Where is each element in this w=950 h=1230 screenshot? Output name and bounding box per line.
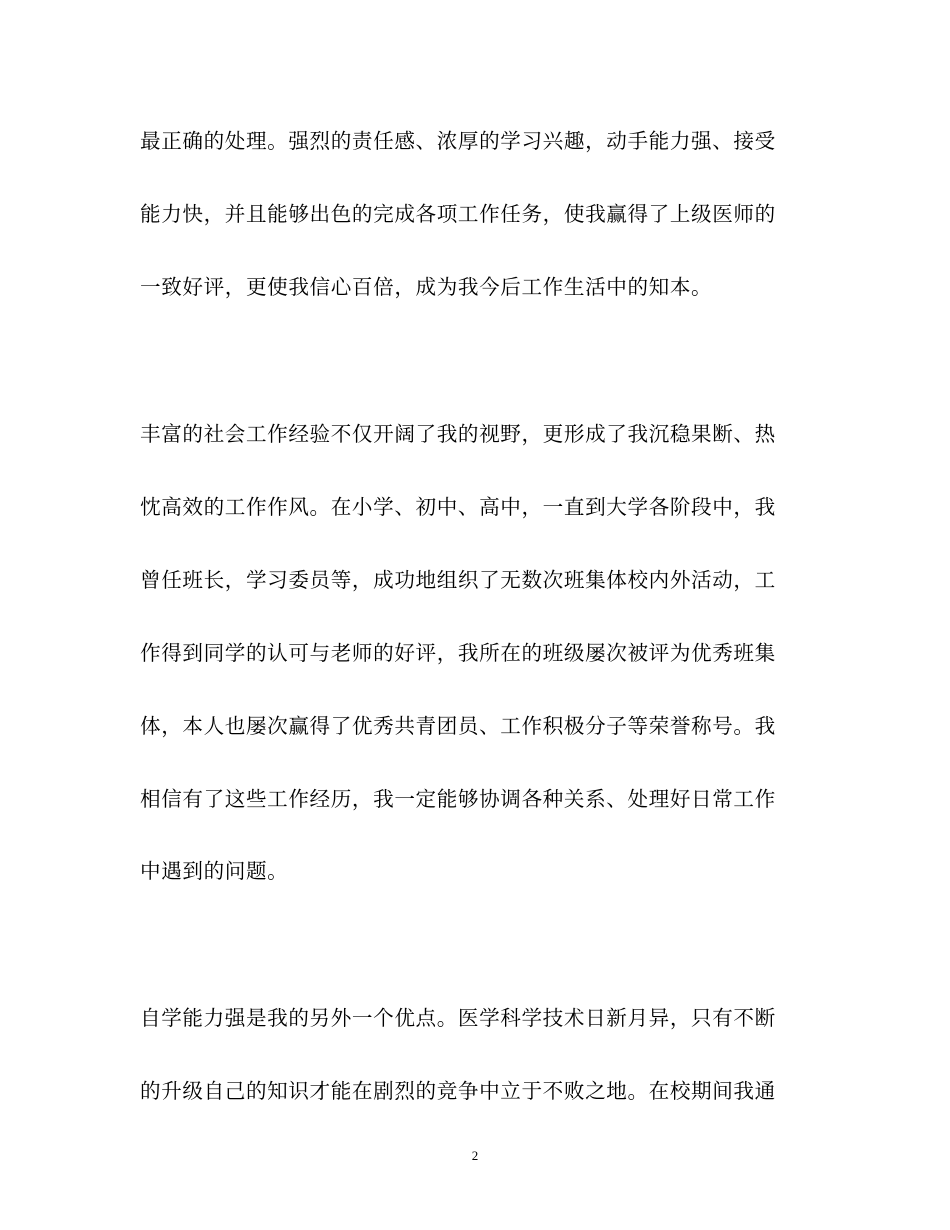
text-line: 的升级自己的知识才能在剧烈的竞争中立于不败之地。在校期间我通 — [140, 1079, 776, 1103]
text-line: 忱高效的工作作风。在小学、初中、高中，一直到大学各阶段中，我 — [140, 495, 776, 519]
text-line: 曾任班长，学习委员等，成功地组织了无数次班集体校内外活动，工 — [140, 568, 776, 592]
text-line: 体，本人也屡次赢得了优秀共青团员、工作积极分子等荣誉称号。我 — [140, 714, 776, 738]
text-line: 一致好评，更使我信心百倍，成为我今后工作生活中的知本。 — [140, 275, 713, 299]
page-number: 2 — [471, 1148, 479, 1163]
text-line: 作得到同学的认可与老师的好评，我所在的班级屡次被评为优秀班集 — [140, 641, 776, 665]
text-line: 最正确的处理。强烈的责任感、浓厚的学习兴趣，动手能力强、接受 — [140, 129, 776, 153]
text-line: 中遇到的问题。 — [140, 859, 289, 883]
text-line: 相信有了这些工作经历，我一定能够协调各种关系、处理好日常工作 — [140, 787, 776, 811]
text-line: 自学能力强是我的另外一个优点。医学科学技术日新月异，只有不断 — [140, 1006, 776, 1030]
text-line: 丰富的社会工作经验不仅开阔了我的视野，更形成了我沉稳果断、热 — [140, 422, 776, 446]
text-line: 能力快，并且能够出色的完成各项工作任务，使我赢得了上级医师的 — [140, 202, 776, 226]
